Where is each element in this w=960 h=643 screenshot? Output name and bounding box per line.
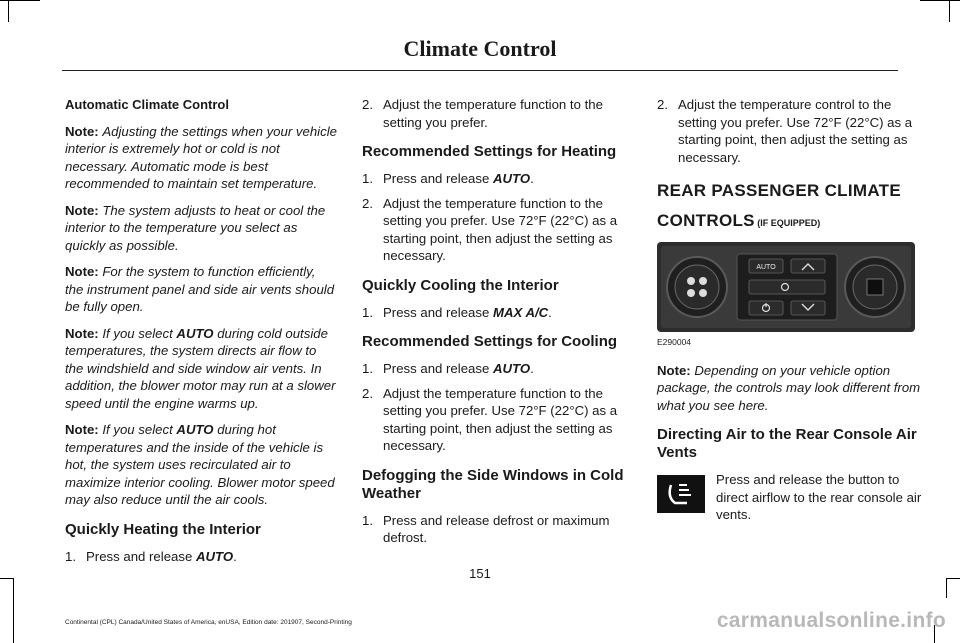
- auto-keyword: AUTO: [176, 325, 214, 341]
- section-heading-cooling: Recommended Settings for Cooling: [362, 333, 618, 350]
- step-text: Press and release: [383, 361, 493, 376]
- auto-button-label: AUTO: [756, 264, 776, 271]
- note-4: [65, 325, 337, 413]
- note-label: Note:: [65, 264, 99, 279]
- floor-vent-button: [791, 301, 825, 315]
- page-title: Climate Control: [403, 36, 557, 61]
- note-label: Note:: [657, 362, 691, 378]
- if-equipped-label: (IF EQUIPPED): [754, 218, 821, 228]
- heading-line-2: CONTROLS: [657, 211, 755, 230]
- quick-heating-steps-cont: [362, 96, 634, 131]
- note-text: If you select: [102, 422, 177, 437]
- crop-mark: [920, 0, 960, 1]
- step-number: 1.: [362, 304, 373, 320]
- note-label: Note:: [65, 123, 99, 139]
- list-item: [362, 170, 634, 188]
- rear-climate-panel-illustration: [657, 242, 915, 332]
- note-text: If you select: [102, 325, 177, 341]
- section-heading-directing-air: Directing Air to the Rear Console Air Vents: [657, 426, 917, 461]
- recirculation-button: [749, 280, 825, 294]
- section-heading-automatic: Automatic Climate Control: [65, 97, 229, 112]
- section-heading-rear-climate: [657, 176, 923, 238]
- auto-keyword: AUTO: [195, 548, 234, 564]
- climate-panel-svg: [657, 242, 915, 332]
- note-text: Depending on your vehicle option package, the controls may look different from what you see here.: [657, 362, 921, 413]
- edition-info: Continental (CPL) Canada/United States of America, enUSA, Edition date: 201907, Second-Printing: [65, 619, 352, 626]
- column-3: [657, 96, 923, 524]
- crop-mark: [0, 0, 40, 1]
- note-5: [65, 421, 337, 509]
- note-label: Note:: [65, 422, 99, 437]
- list-item: [362, 360, 634, 378]
- auto-keyword: AUTO: [492, 171, 531, 186]
- note-text: during hot temperatures and the inside of the vehicle is hot, the system uses recirculated air to maximize interior cooling. Blower motor speed may also reduce until the air cools.: [65, 422, 335, 507]
- auto-keyword: AUTO: [492, 361, 531, 376]
- section-heading-quick-heating: Quickly Heating the Interior: [65, 520, 261, 538]
- note-text: during cold outside temperatures, the system directs air flow to the windshield and side window air vents. In addition, the blower motor may run at a slower speed until the engine warms up.: [65, 325, 336, 411]
- step-text: Adjust the temperature function to the setting you prefer. Use 72°F (22°C) as a starting point, then adjust the setting as necessary.: [383, 195, 618, 263]
- heading-line-1: REAR PASSENGER CLIMATE: [657, 181, 901, 200]
- note-text: For the system to function efficiently, the instrument panel and side air vents should be fully open.: [65, 264, 335, 314]
- note-3: [65, 263, 337, 316]
- crop-mark: [946, 578, 947, 598]
- rear-console-vent-icon: [657, 475, 705, 513]
- note-label: Note:: [65, 325, 99, 341]
- note-text: The system adjusts to heat or cool the interior to the temperature you select as quickly as possible.: [65, 202, 326, 253]
- step-number: 1.: [65, 548, 76, 564]
- section-heading-heating: Recommended Settings for Heating: [362, 143, 617, 160]
- max-ac-keyword: MAX A/C: [492, 304, 549, 320]
- list-item: [65, 548, 337, 566]
- list-item: [362, 304, 634, 322]
- step-text: Press and release: [383, 304, 493, 320]
- watermark: carmanualsonline.info: [716, 609, 946, 632]
- section-heading-defog: Defogging the Side Windows in Cold Weather: [362, 466, 624, 502]
- note-label: Note:: [65, 202, 99, 218]
- crop-mark: [13, 578, 14, 643]
- step-text: Press and release: [383, 171, 493, 186]
- crop-mark: [8, 0, 9, 22]
- step-number: 1.: [362, 171, 373, 186]
- step-end: .: [530, 171, 534, 186]
- heating-steps: [362, 170, 634, 265]
- page-number: 151: [469, 566, 491, 581]
- step-text: Press and release defrost or maximum defrost.: [383, 512, 610, 545]
- step-number: 1.: [362, 361, 373, 376]
- step-text: Adjust the temperature control to the setting you prefer. Use 72°F (22°C) as a starting point, then adjust the setting as necessary.: [678, 97, 913, 165]
- step-number: 1.: [362, 512, 373, 528]
- list-item: [362, 385, 634, 455]
- column-1: [65, 96, 337, 572]
- directing-air-text: Press and release the button to direct airflow to the rear console air vents.: [716, 472, 922, 522]
- list-item: [362, 96, 634, 131]
- directing-air-row: [657, 471, 923, 524]
- header-rule: [62, 70, 898, 71]
- list-item: [362, 512, 634, 547]
- note-2: [65, 202, 337, 255]
- cooling-steps: [362, 360, 634, 455]
- column-2: [362, 96, 634, 554]
- note-text: Adjusting the settings when your vehicle interior is extremely hot or cold is not necessary. Automatic mode is best recommended to maintain set temperature.: [65, 123, 337, 191]
- defog-steps: [362, 512, 634, 547]
- step-number: 2.: [362, 195, 373, 211]
- step-number: 2.: [362, 97, 373, 112]
- step-end: .: [548, 304, 552, 320]
- temperature-display: [867, 279, 883, 295]
- defog-steps-cont: [657, 96, 923, 166]
- step-end: .: [233, 548, 237, 564]
- list-item: [362, 195, 634, 265]
- step-number: 2.: [362, 385, 373, 401]
- figure-code: E290004: [657, 337, 692, 347]
- list-item: [657, 96, 923, 166]
- step-text: Press and release: [86, 548, 196, 564]
- step-end: .: [530, 361, 534, 376]
- step-number: 2.: [657, 97, 668, 112]
- note-panel: [657, 362, 923, 415]
- quick-heating-steps: [65, 548, 337, 566]
- vent-button: [791, 259, 825, 273]
- step-text: Adjust the temperature function to the setting you prefer. Use 72°F (22°C) as a starting point, then adjust the setting as necessary.: [383, 385, 618, 453]
- section-heading-quick-cooling: Quickly Cooling the Interior: [362, 276, 559, 294]
- step-text: Adjust the temperature function to the setting you prefer.: [383, 97, 603, 130]
- crop-mark: [949, 0, 950, 22]
- note-1: [65, 123, 337, 193]
- auto-keyword: AUTO: [176, 422, 214, 437]
- quick-cooling-steps: [362, 304, 634, 322]
